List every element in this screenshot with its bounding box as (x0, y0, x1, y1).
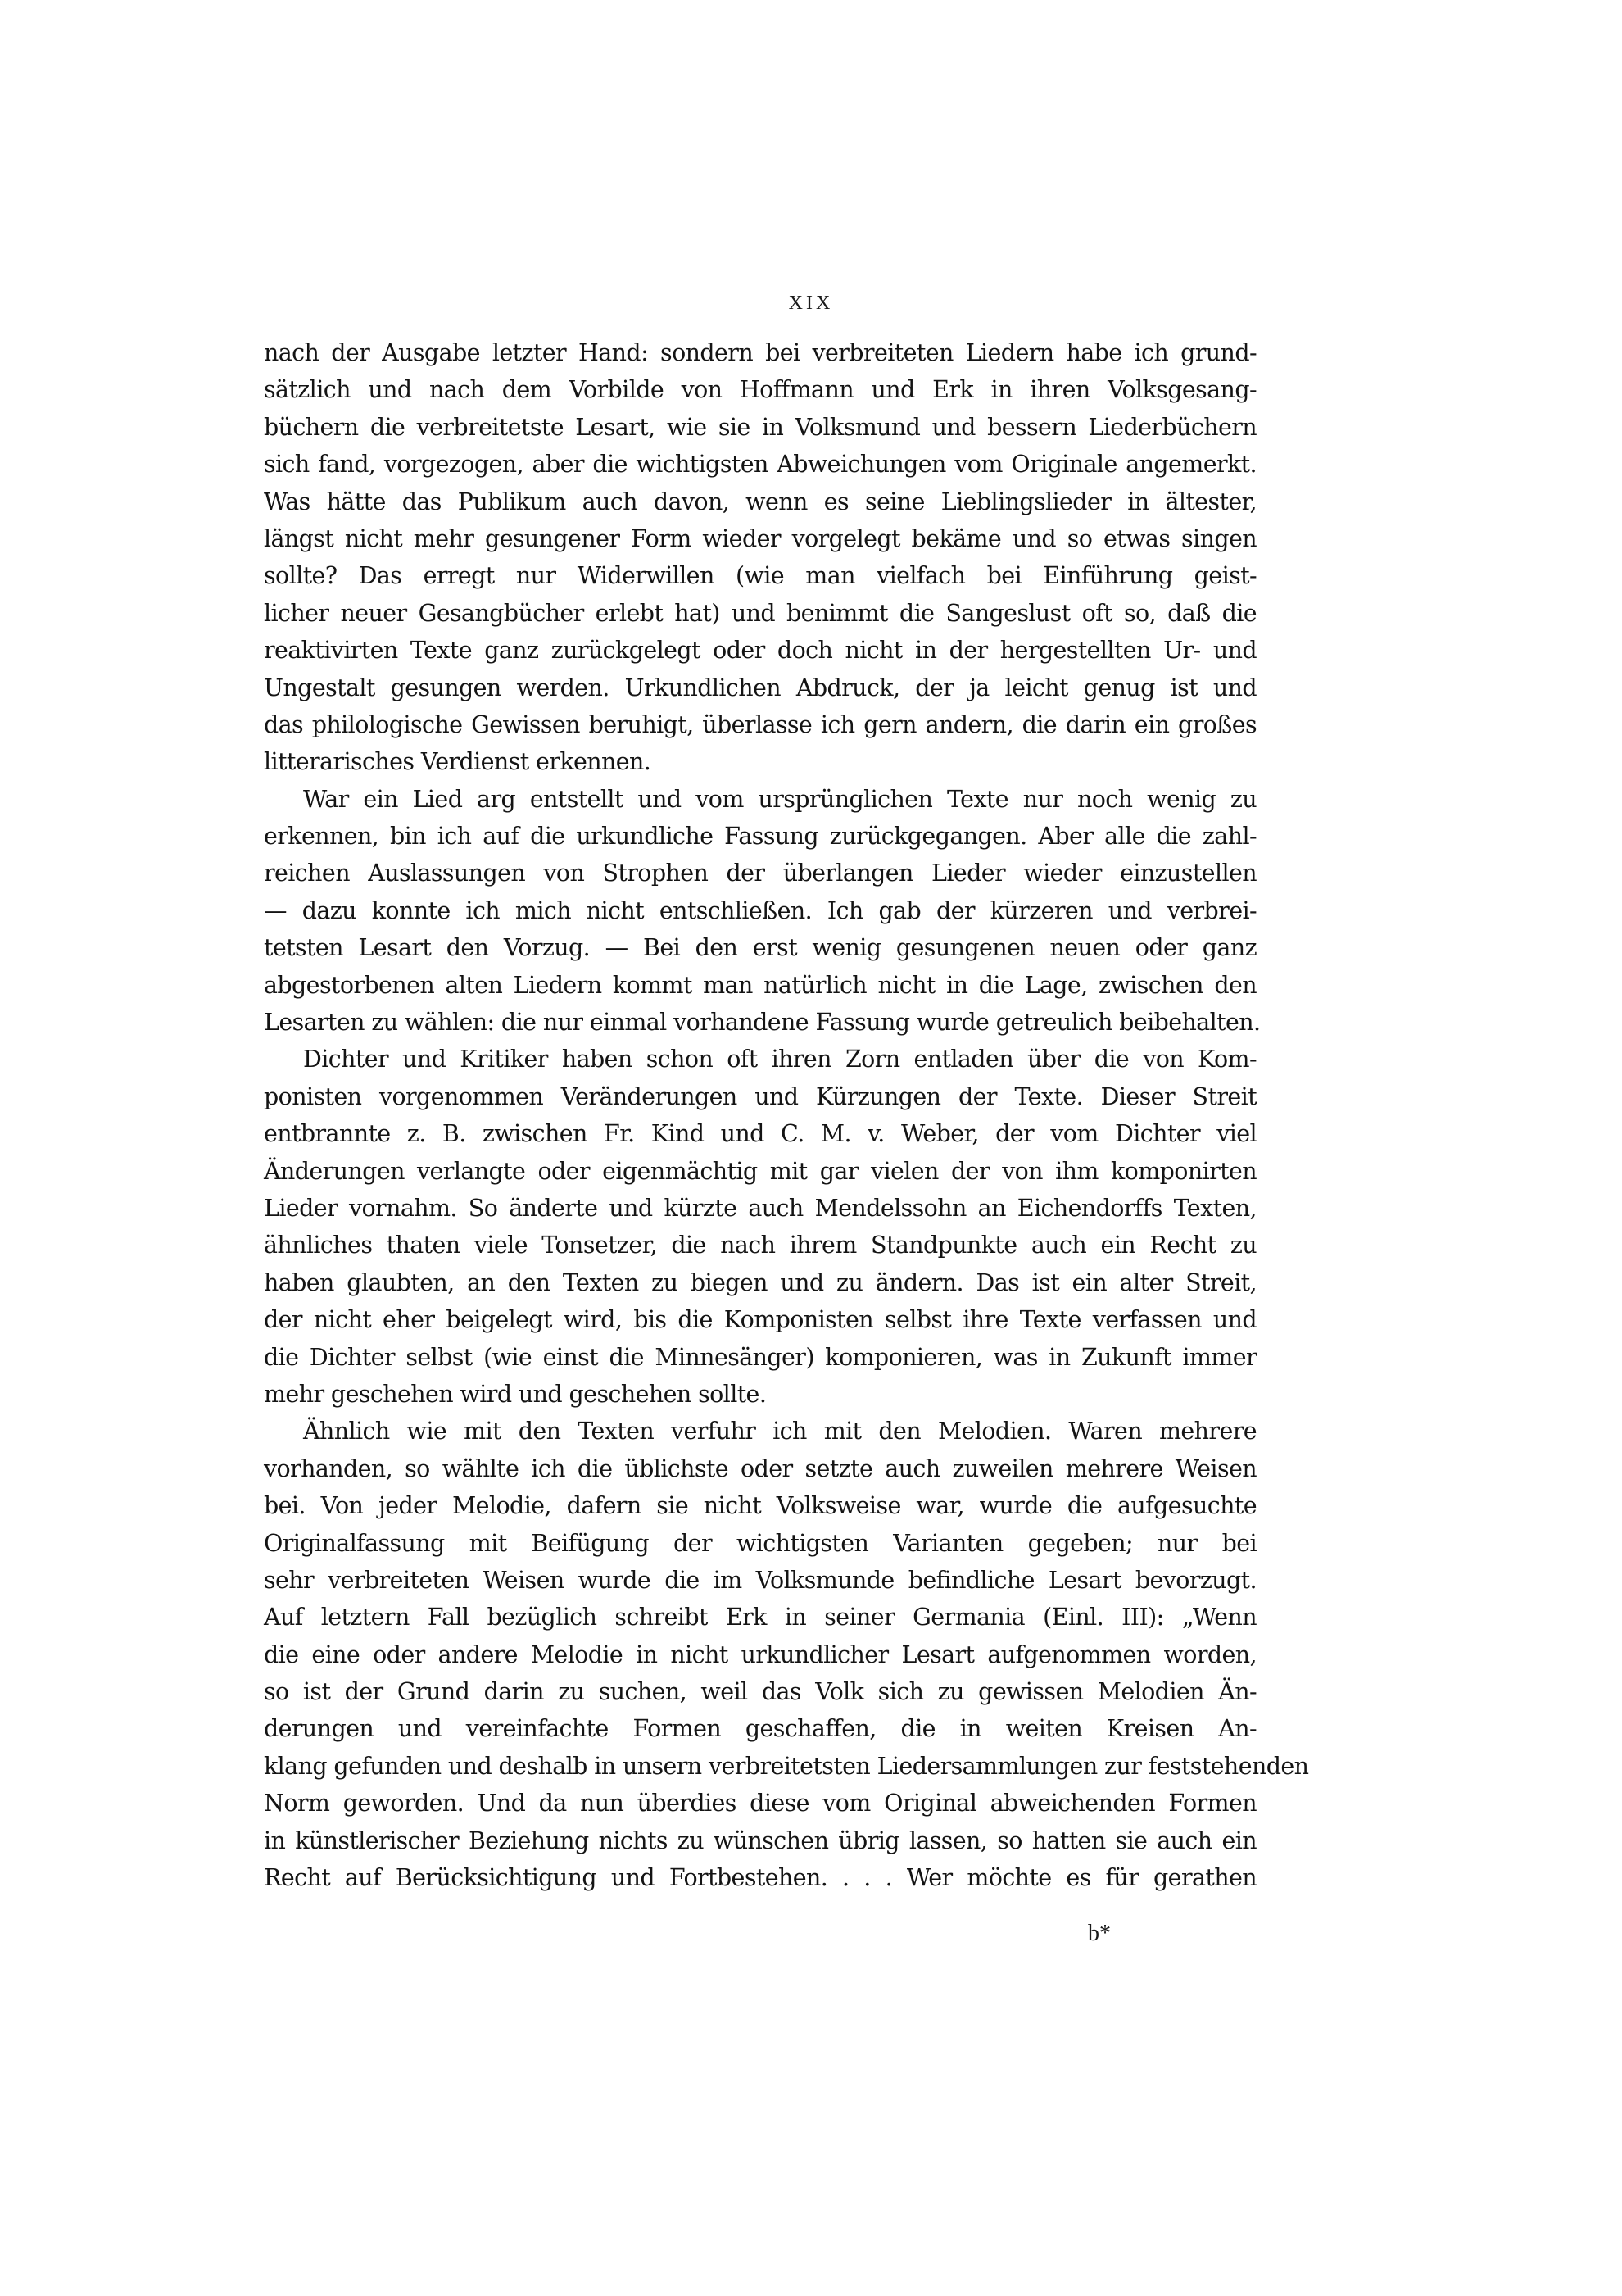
text-line: die Dichter selbst (wie einst die Minnesänger) komponieren, was in Zukunft immer (264, 1343, 1257, 1371)
text-line: längst nicht mehr gesungener Form wieder vorgelegt bekäme und so etwas singen (264, 524, 1257, 552)
text-line: War ein Lied arg entstellt und vom ursprünglichen Texte nur noch wenig zu (303, 785, 1257, 813)
text-line: Auf letztern Fall bezüglich schreibt Erk in seiner Germania (Einl. III): „Wenn (264, 1604, 1257, 1631)
text-line: die eine oder andere Melodie in nicht urkundlicher Lesart aufgenommen worden, (264, 1640, 1257, 1668)
text-line: Lesarten zu wählen: die nur einmal vorhandene Fassung wurde getreulich beibehalten. (264, 1009, 1261, 1037)
text-line: Dichter und Kritiker haben schon oft ihren Zorn entladen über die von Kom- (303, 1046, 1257, 1073)
body-text (264, 334, 1309, 1896)
text-line: klang gefunden und deshalb in unsern verbreitetsten Liedersammlungen zur feststehenden (264, 1752, 1309, 1780)
text-line: abgestorbenen alten Liedern kommt man natürlich nicht in die Lage, zwischen den (264, 971, 1257, 999)
text-line: tetsten Lesart den Vorzug. — Bei den erst wenig gesungenen neuen oder ganz (264, 934, 1257, 962)
text-line: — dazu konnte ich mich nicht entschließen. Ich gab der kürzeren und verbrei- (264, 896, 1257, 924)
text-line: Ähnlich wie mit den Texten verfuhr ich mit den Melodien. Waren mehrere (303, 1418, 1257, 1445)
text-line: derungen und vereinfachte Formen geschaffen, die in weiten Kreisen An- (264, 1715, 1257, 1743)
text-line: Norm geworden. Und da nun überdies diese vom Original abweichenden Formen (264, 1790, 1257, 1817)
text-line: bei. Von jeder Melodie, dafern sie nicht Volksweise war, wurde die aufgesuchte (264, 1492, 1257, 1520)
text-line: Recht auf Berücksichtigung und Fortbestehen. . . . Wer möchte es für gerathen (264, 1864, 1257, 1892)
page-number: XIX (788, 293, 834, 314)
text-line: Was hätte das Publikum auch davon, wenn es seine Lieblingslieder in ältester, (264, 488, 1257, 515)
signature-mark: b* (1088, 1921, 1111, 1946)
text-line: licher neuer Gesangbücher erlebt hat) und benimmt die Sangeslust oft so, daß die (264, 599, 1257, 627)
text-line: ponisten vorgenommen Veränderungen und Kürzungen der Texte. Dieser Streit (264, 1082, 1257, 1110)
text-line: in künstlerischer Beziehung nichts zu wünschen übrig lassen, so hatten sie auch ein (264, 1826, 1257, 1854)
text-line: reaktivirten Texte ganz zurückgelegt oder doch nicht in der hergestellten Ur- und (264, 637, 1257, 665)
text-line: litterarisches Verdienst erkennen. (264, 748, 651, 776)
text-line: vorhanden, so wählte ich die üblichste oder setzte auch zuweilen mehrere Weisen (264, 1454, 1257, 1482)
text-line: haben glaubten, an den Texten zu biegen und zu ändern. Das ist ein alter Streit, (264, 1268, 1257, 1296)
text-line: erkennen, bin ich auf die urkundliche Fassung zurückgegangen. Aber alle die zahl- (264, 823, 1257, 851)
text-line: ähnliches thaten viele Tonsetzer, die nach ihrem Standpunkte auch ein Recht zu (264, 1232, 1257, 1259)
text-line: Änderungen verlangte oder eigenmächtig mit gar vielen der von ihm komponirten (264, 1157, 1257, 1185)
text-line: büchern die verbreitetste Lesart, wie sie in Volksmund und bessern Liederbüchern (264, 413, 1257, 441)
text-line: so ist der Grund darin zu suchen, weil das Volk sich zu gewissen Melodien Än- (264, 1678, 1257, 1706)
text-line: Lieder vornahm. So änderte und kürzte auch Mendelssohn an Eichendorffs Texten, (264, 1194, 1257, 1222)
text-line: entbrannte z. B. zwischen Fr. Kind und C. M. v. Weber, der vom Dichter viel (264, 1120, 1257, 1148)
text-line: das philologische Gewissen beruhigt, überlasse ich gern andern, die darin ein großes (264, 710, 1257, 738)
text-line: nach der Ausgabe letzter Hand: sondern bei verbreiteten Liedern habe ich grund- (264, 339, 1257, 366)
text-line: mehr geschehen wird und geschehen sollte. (264, 1380, 767, 1408)
text-line: sehr verbreiteten Weisen wurde die im Volksmunde befindliche Lesart bevorzugt. (264, 1566, 1257, 1594)
text-line: Ungestalt gesungen werden. Urkundlichen Abdruck, der ja leicht genug ist und (264, 674, 1257, 701)
text-line: reichen Auslassungen von Strophen der überlangen Lieder wieder einzustellen (264, 860, 1257, 887)
text-line: sich fand, vorgezogen, aber die wichtigsten Abweichungen vom Originale angemerkt. (264, 451, 1257, 479)
text-line: sätzlich und nach dem Vorbilde von Hoffmann und Erk in ihren Volksgesang- (264, 376, 1257, 404)
text-line: sollte? Das erregt nur Widerwillen (wie man vielfach bei Einführung geist- (264, 562, 1257, 590)
text-line: Originalfassung mit Beifügung der wichtigsten Varianten gegeben; nur bei (264, 1529, 1257, 1557)
text-line: der nicht eher beigelegt wird, bis die Komponisten selbst ihre Texte verfassen und (264, 1306, 1257, 1334)
